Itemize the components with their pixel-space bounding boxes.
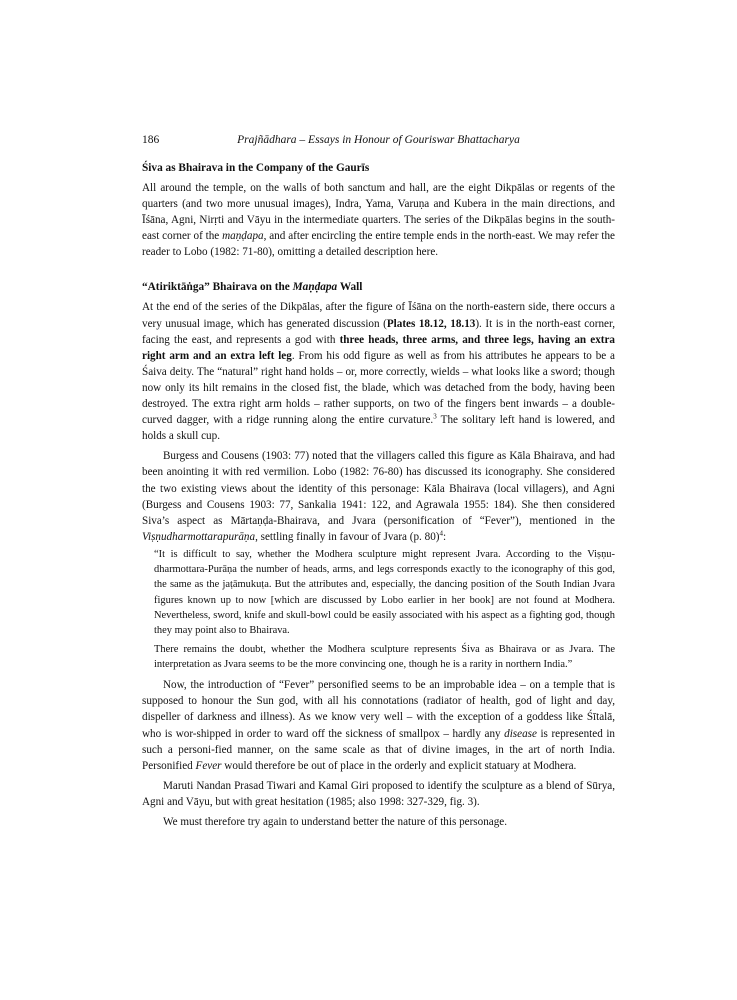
- page-header: [142, 132, 615, 148]
- block-quote: [154, 547, 615, 672]
- text-run: . From his odd figure as well as from his attributes he appears to be a Śaiva deity. The “natural” right hand holds – or, more correctly, wields – what looks like a sword; though now only its hilt remains in the closed fist, the blade, which was detached from the body, having been destroyed. The extra right arm holds – rather supports, on two of the fingers bent inwards – a double-curved dagger, with a ridge running along the entire curvature.: [142, 349, 615, 427]
- italic-term: Fever: [195, 759, 222, 772]
- text-run: would therefore be out of place in the orderly and explicit statuary at Modhera.: [221, 759, 577, 772]
- page-number: 186: [142, 134, 160, 146]
- text-run: All around the temple, on the walls of both sanctum and hall, are the eight Dikpālas or regents of the quarters (and two more unusual images), Indra, Yama, Varuṇa and Kubera in the main directions, and Īśāna, Agni, Nirṛti and Vāyu in the intermediate quarters. The series of the Dikpālas begins in the south-east corner of the: [142, 182, 615, 243]
- text-run: The solitary left hand is lowered, and holds a skull cup.: [142, 414, 615, 443]
- page-body: [142, 160, 615, 830]
- running-title: Prajñādhara – Essays in Honour of Gouriswar Bhattacharya: [237, 134, 520, 146]
- quote-paragraph: “It is difficult to say, whether the Modhera sculpture might represent Jvara. According to the Viṣṇu-dharmottara-Purāṇa the number of heads, arms, and legs corresponds exactly to the iconography of this god, the same as the jaṭāmukuṭa. But the attributes and, especially, the dancing position of the South Indian Jvara figures known up to now [which are discussed by Lobo earlier in her book] are not found at Modhera. Nevertheless, sword, knife and skull-bowl could be easily associated with his aspect as a fighting god, though they may point also to Bhairava.: [154, 548, 615, 637]
- quote-paragraph: There remains the doubt, whether the Modhera sculpture represents Śiva as Bhairava or as Jvara. The interpretation as Jvara seems to be the more convincing one, though he is a rarity in northern India.”: [154, 643, 615, 670]
- paragraph-dikpalas: [142, 180, 615, 260]
- text-run: Now, the introduction of “Fever” personified seems to be an improbable idea – on a temple that is supposed to honour the Sun god, with all his connotations (radiator of health, god of light and day, dispeller of darkness and illness). As we know very well – with the exception of a goddess like Śītalā, who is wor-shipped in order to ward off the sickness of smallpox – hardly any: [142, 679, 615, 740]
- footnote-marker: 3: [433, 412, 437, 421]
- heading-italic: Maṇḍapa: [292, 281, 338, 294]
- footnote-marker: 4: [439, 529, 443, 538]
- paragraph-burgess-cousens: [142, 448, 615, 545]
- text-run: , and after encircling the entire temple ends in the north-east. We may refer the reader to Lobo (1982: 71-80), omitting a detailed description here.: [142, 230, 615, 259]
- text-run: ). It is in the north-east corner, facing the east, and represents a god with: [142, 317, 616, 346]
- text-run: :: [442, 530, 447, 543]
- heading-text: “Atiriktāṅga” Bhairava on the: [142, 281, 293, 294]
- italic-term: maṇḍapa: [222, 230, 264, 243]
- text-run: is represented in such a personi-fied manner, on the same scale as that of divine images, in the art of north India. Personified: [142, 727, 615, 772]
- text-run: At the end of the series of the Dikpālas, after the figure of Īśāna on the north-eastern side, there occurs a very unusual image, which has generated discussion (: [142, 301, 615, 330]
- section-heading-siva-bhairava: Śiva as Bhairava in the Company of the Gaurīs: [142, 162, 370, 174]
- bold-description: three heads, three arms, and three legs, having an extra right arm and an extra left leg: [142, 333, 615, 362]
- italic-term: disease: [504, 727, 537, 740]
- paragraph-conclusion: We must therefore try again to understand better the nature of this personage.: [163, 816, 508, 828]
- plate-reference: Plates 18.12, 18.13: [386, 317, 476, 330]
- text-run: , settling finally in favour of Jvara (p. 80): [255, 530, 440, 543]
- paragraph-fever: [142, 677, 615, 774]
- heading-text: Wall: [337, 281, 363, 294]
- paragraph-unusual-image: [142, 299, 615, 444]
- text-run: Burgess and Cousens (1903: 77) noted that the villagers called this figure as Kāla Bhairava, and had been anointing it with red vermilion. Lobo (1982: 76-80) has discussed its iconography. She considered the two existing views about the identity of this personage: Kāla Bhairava (local villagers), and Agni (Burgess and Cousens 1903: 77, Sankalia 1941: 122, and Agrawala 1955: 184). She then considered Siva’s aspect as Mārtaṇḍa-Bhairava, and Jvara (personification of “Fever”), mentioned in the: [142, 450, 615, 527]
- paragraph-tiwari-giri: Maruti Nandan Prasad Tiwari and Kamal Giri proposed to identify the sculpture as a blend of Sūrya, Agni and Vāyu, but with great hesitation (1985; also 1998: 327-329, fig. 3).: [142, 779, 615, 808]
- section-heading-atiriktanga: [142, 279, 615, 295]
- italic-term: Viṣṇudharmottarapurāṇa: [142, 530, 256, 543]
